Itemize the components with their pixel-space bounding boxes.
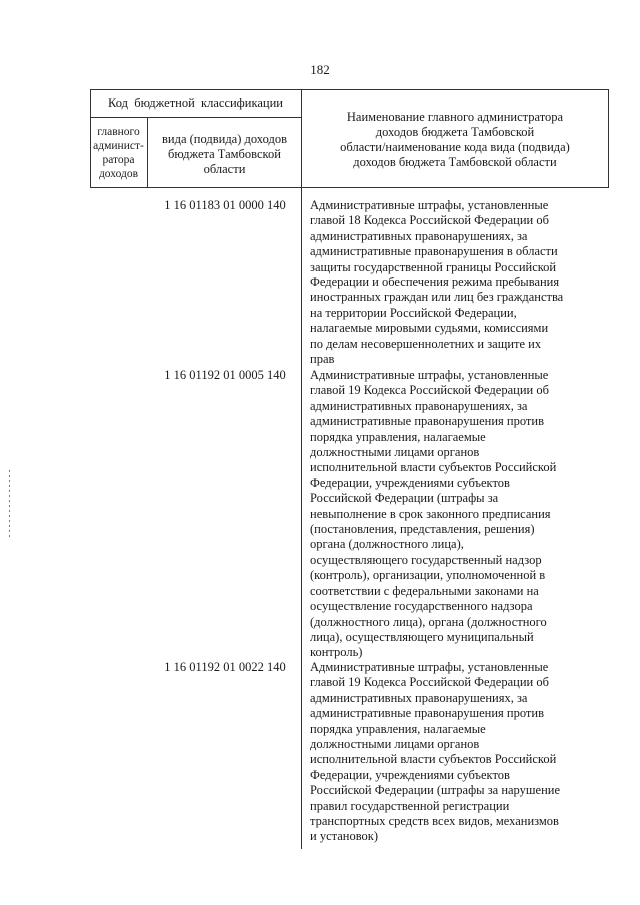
row-description: Административные штрафы, установленные главой 19 Кодекса Российской Федерации об административных правонарушениях, за административные правонарушения против порядка управления, налагаемые должностными лицами органов исполнительной власти субъектов Российской Федерации, учреждениями субъектов Российской Федерации (штрафы за невыполнение в срок законного предписания (постановления, представления, решения) органа (должностного лица), осуществляющего государственный надзор (контроль), организации, уполномоченной в соответствии с федеральными законами на осуществление государственного надзора (должностного лица), органа (должностного лица), осуществляющего муниципальный контроль) [310,368,557,660]
row-code: 1 16 01183 01 0000 140 [164,198,286,212]
row-code: 1 16 01192 01 0022 140 [164,660,286,674]
header-group-title: Код бюджетной классификации [108,96,283,110]
col-separator-name [301,89,302,849]
table-right-border [608,89,609,188]
table-top-border [90,89,609,90]
header-col-name: Наименование главного администратора доходов бюджета Тамбовской области/наименование кода вида (подвида) доходов бюджета Тамбовской области [340,110,570,169]
page-number: 182 [310,62,330,77]
row-description: Административные штрафы, установленные главой 19 Кодекса Российской Федерации об административных правонарушениях, за административные правонарушения против порядка управления, налагаемые должностными лицами органов исполнительной власти субъектов Российской Федерации, учреждениями субъектов Российской Федерации (штрафы за нарушение правил государственной регистрации транспортных средств всех видов, механизмов и установок) [310,660,560,844]
row-code: 1 16 01192 01 0005 140 [164,368,286,382]
header-bottom-border [90,187,609,188]
group-title-underline [90,117,301,118]
header-col-admin: главного админист- ратора доходов [93,126,144,180]
header-col-type: вида (подвида) доходов бюджета Тамбовской области [162,132,287,176]
scan-margin-mark [9,470,10,540]
row-description: Административные штрафы, установленные главой 18 Кодекса Российской Федерации об административных правонарушениях, за административные правонарушения в области защиты государственной границы Российской Федерации и обеспечения режима пребывания иностранных граждан или лиц без гражданства на территории Российской Федерации, налагаемые мировыми судьями, комиссиями по делам несовершеннолетних и защите их прав [310,198,564,367]
budget-classification-table [90,89,609,849]
